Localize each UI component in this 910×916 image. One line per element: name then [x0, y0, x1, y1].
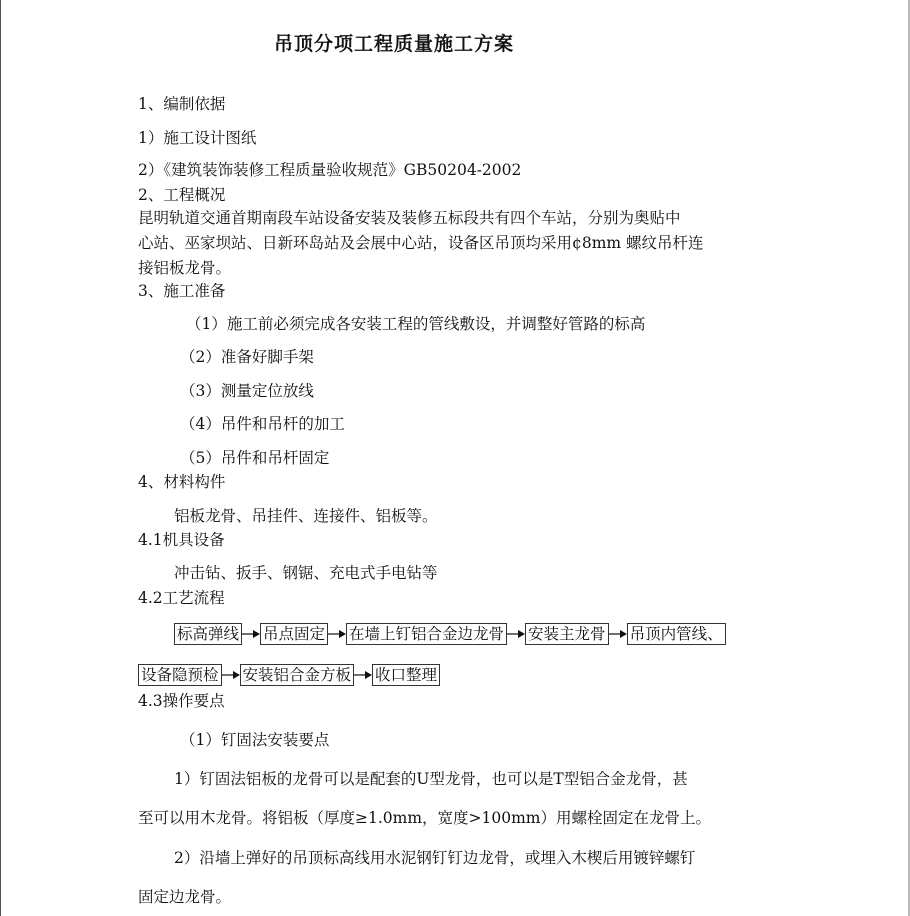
- section-4-heading: 4、材料构件: [138, 473, 226, 491]
- point-1-line-1: 1）钉固法铝板的龙骨可以是配套的U型龙骨，也可以是T型铝合金龙骨，甚: [174, 770, 688, 788]
- arrow-right-icon: [354, 670, 372, 680]
- flow-step-2: 吊点固定: [260, 623, 328, 645]
- point-1-line-2: 至可以用木龙骨。将铝板（厚度≥1.0mm，宽度>100mm）用螺栓固定在龙骨上。: [138, 809, 712, 827]
- arrow-right-icon: [328, 629, 346, 639]
- flow-step-4: 安装主龙骨: [525, 623, 609, 645]
- basis-item-2: 2）《建筑装饰装修工程质量验收规范》GB50204-2002: [138, 161, 522, 179]
- arrow-right-icon: [242, 629, 260, 639]
- document-title: 吊顶分项工程质量施工方案: [274, 33, 515, 55]
- flow-step-3: 在墙上钉铝合金边龙骨: [346, 623, 507, 645]
- section-4-3-heading: 4.3操作要点: [138, 692, 225, 710]
- section-3-heading: 3、施工准备: [138, 282, 226, 300]
- basis-item-1: 1）施工设计图纸: [138, 129, 257, 147]
- flow-step-1: 标高弹线: [174, 623, 242, 645]
- arrow-right-icon: [222, 670, 240, 680]
- overview-line-2: 心站、巫家坝站、日新环岛站及会展中心站，设备区吊顶均采用¢8mm 螺纹吊杆连: [138, 234, 704, 252]
- prep-item-2: （2）准备好脚手架: [180, 348, 314, 366]
- nail-method-subheading: （1）钉固法安装要点: [180, 731, 330, 749]
- prep-item-3: （3）测量定位放线: [180, 382, 314, 400]
- prep-item-5: （5）吊件和吊杆固定: [180, 449, 330, 467]
- flow-step-6: 设备隐预检: [138, 664, 222, 686]
- overview-line-1: 昆明轨道交通首期南段车站设备安装及装修五标段共有四个车站，分别为奥贴中: [138, 209, 681, 227]
- prep-item-4: （4）吊件和吊杆的加工: [180, 415, 345, 433]
- flow-step-8: 收口整理: [372, 664, 440, 686]
- page-border-left: [0, 0, 1, 916]
- arrow-right-icon: [507, 629, 525, 639]
- flow-step-5: 吊顶内管线、: [627, 623, 726, 645]
- process-flow-row-2: [138, 664, 440, 686]
- section-2-heading: 2、工程概况: [138, 186, 226, 204]
- section-4-2-heading: 4.2工艺流程: [138, 589, 225, 607]
- point-2-line-1: 2）沿墙上弹好的吊顶标高线用水泥钢钉钉边龙骨，或埋入木楔后用镀锌螺钉: [174, 849, 696, 867]
- process-flow-row-1: [174, 623, 726, 645]
- section-1-heading: 1、编制依据: [138, 95, 226, 113]
- equipment-text: 冲击钻、扳手、钢锯、充电式手电钻等: [174, 564, 438, 582]
- point-2-line-2: 固定边龙骨。: [138, 888, 232, 906]
- flow-step-7: 安装铝合金方板: [240, 664, 355, 686]
- prep-item-1: （1）施工前必须完成各安装工程的管线敷设，并调整好管路的标高: [186, 315, 646, 333]
- arrow-right-icon: [609, 629, 627, 639]
- overview-line-3: 接铝板龙骨。: [138, 259, 232, 277]
- section-4-1-heading: 4.1机具设备: [138, 531, 225, 549]
- materials-text: 铝板龙骨、吊挂件、连接件、铝板等。: [174, 507, 438, 525]
